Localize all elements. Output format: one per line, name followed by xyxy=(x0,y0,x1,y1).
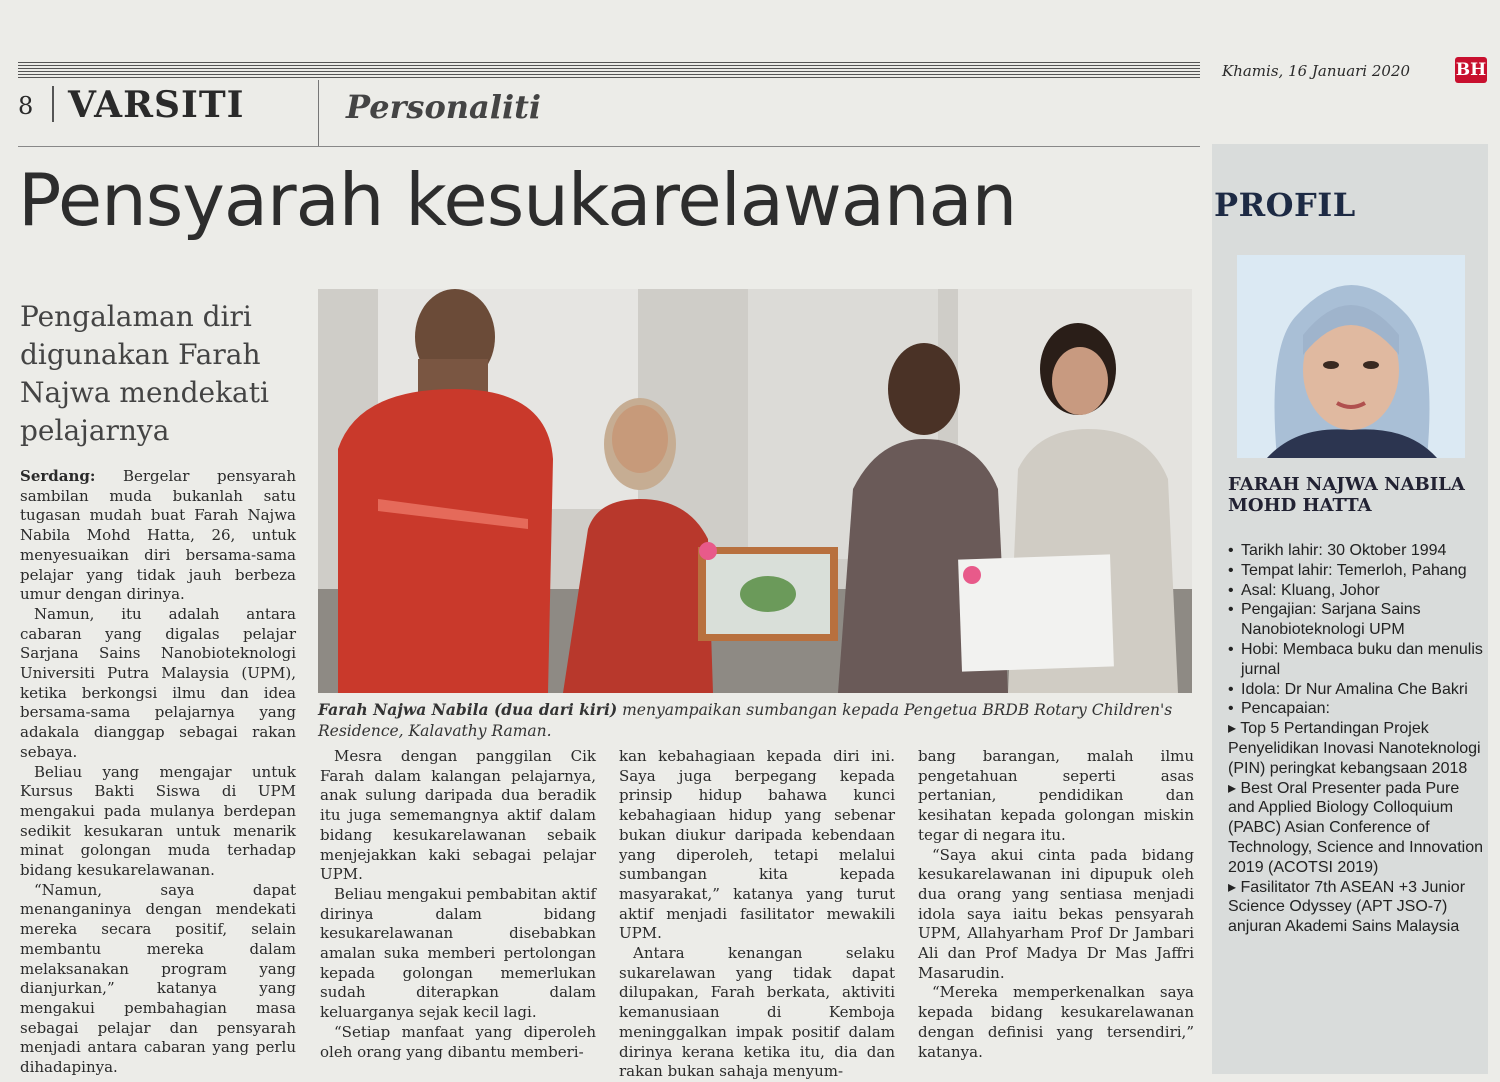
headline: Pensyarah kesukarelawanan xyxy=(18,158,1017,242)
divider xyxy=(52,86,54,122)
achievement-item: ▸ Fasilitator 7th ASEAN +3 Junior Science Odyssey (APT JSO-7) anjuran Akademi Sains Malaysia xyxy=(1228,878,1466,936)
paragraph: Beliau mengakui pembabitan aktif dirinya dalam bidang kesukarelawanan disebabkan amalan suka memberi pertolongan kepada golongan memerlukan sudah diterapkan dalam keluarganya sejak kecil lagi. xyxy=(320,884,596,1022)
paragraph-text: Bergelar pensyarah sambilan muda bukanlah satu tugasan mudah buat Farah Najwa Nabila Mohd Hatta, 26, untuk menyesuaikan diri bersama-sama pelajar yang tidak jauh berbeza umur dengan dirinya. xyxy=(20,467,296,604)
page-number: 8 xyxy=(18,92,34,120)
paragraph: “Mereka memperkenalkan saya kepada bidang kesukarelawanan dengan definisi yang tersendiri,” katanya. xyxy=(918,983,1194,1061)
achievement-item: ▸ Best Oral Presenter pada Pure and Applied Biology Colloquium (PABC) Asian Conference of Technology, Science and Innovation 2019 (ACOTSI 2019) xyxy=(1228,779,1483,876)
profile-item: • Tempat lahir: Temerloh, Pahang xyxy=(1228,561,1488,581)
photo-illustration xyxy=(318,289,1192,693)
masthead-rule xyxy=(18,62,1200,78)
paragraph: Beliau yang mengajar untuk Kursus Bakti Siswa di UPM mengakui pada mulanya berdepan sedikit kesukaran untuk menarik minat golongan muda terhadap bidang kesukarelawanan. xyxy=(20,762,296,880)
profile-item: • Hobi: Membaca buku dan menulis jurnal xyxy=(1228,640,1488,680)
profile-name: FARAH NAJWA NABILA MOHD HATTA xyxy=(1228,474,1465,516)
divider xyxy=(18,146,1200,147)
paragraph: Mesra dengan panggilan Cik Farah dalam kalangan pelajarnya, anak sulung daripada dua beradik itu juga sememangnya aktif dalam bidang kesukarelawanan sebaik menjejakkan kaki sebagai pelajar UPM. xyxy=(320,747,596,884)
profile-item: • Pengajian: Sarjana Sains Nanobioteknologi UPM xyxy=(1228,600,1488,640)
dateline: Serdang: xyxy=(20,467,96,485)
paragraph: Namun, itu adalah antara cabaran yang digalas pelajar Sarjana Sains Nanobioteknologi Universiti Putra Malaysia (UPM), ketika berkongsi ilmu dan idea bersama-sama pelajarnya yang adakala dianggap sebagai rakan sebaya. xyxy=(20,604,296,761)
portrait-illustration xyxy=(1237,255,1465,458)
profile-list xyxy=(1228,541,1488,937)
issue-date: Khamis, 16 Januari 2020 xyxy=(1222,62,1411,80)
profile-item: • Asal: Kluang, Johor xyxy=(1228,581,1488,601)
photo-caption xyxy=(318,699,1192,742)
profile-item: • Idola: Dr Nur Amalina Che Bakri xyxy=(1228,680,1488,700)
paragraph: bang barangan, malah ilmu pengetahuan seperti asas pertanian, pendidikan dan kesihatan kepada golongan miskin tegar di negara itu. xyxy=(918,747,1194,844)
paragraph: kan kebahagiaan kepada diri ini. Saya juga berpegang kepada prinsip hidup bahawa kunci kebahagiaan hidup yang sebenar bukan diukur daripada kebendaan yang diperoleh, tetapi melalui sumbangan kita kepada masyarakat,” katanya yang turut aktif menjadi fasilitator mewakili UPM. xyxy=(619,747,895,943)
profile-item: • Pencapaian: xyxy=(1228,699,1488,719)
article-photo xyxy=(318,289,1192,693)
subsection-name: Personaliti xyxy=(346,88,542,126)
profile-item: • Tarikh lahir: 30 Oktober 1994 xyxy=(1228,541,1488,561)
deck: Pengalaman diri digunakan Farah Najwa mendekati pelajarnya xyxy=(20,300,269,447)
caption-lead: Farah Najwa Nabila (dua dari kiri) xyxy=(318,700,618,719)
paragraph: “Setiap manfaat yang diperoleh oleh orang yang dibantu memberi- xyxy=(320,1022,596,1061)
publication-logo: BH xyxy=(1455,57,1487,83)
body-column-3 xyxy=(619,747,895,1082)
section-name: VARSITI xyxy=(68,84,245,126)
profile-title: PROFIL xyxy=(1214,186,1356,224)
body-column-1 xyxy=(20,467,296,1078)
paragraph xyxy=(20,467,296,605)
body-column-4 xyxy=(918,747,1194,1062)
paragraph: Antara kenangan selaku sukarelawan yang tidak dapat dilupakan, Farah berkata, aktiviti kemanusiaan di Kemboja meninggalkan impak positif dalam dirinya kerana ketika itu, dia dan rakan bukan sahaja menyum- xyxy=(619,944,895,1081)
body-column-2 xyxy=(320,747,596,1062)
profile-portrait xyxy=(1237,255,1465,458)
divider xyxy=(318,80,319,146)
paragraph: “Namun, saya dapat menanganinya dengan mendekati mereka secara positif, selain membantu mereka dalam melaksanakan program yang dianjurkan,” katanya yang mengakui pembahagian masa sebagai pelajar dan pensyarah menjadi antara cabaran yang perlu dihadapinya. xyxy=(20,880,296,1077)
caption-text: menyampaikan sumbangan kepada Pengetua BRDB Rotary Children's Residence, Kalavathy Raman. xyxy=(318,701,1173,740)
achievement-item: ▸ Top 5 Pertandingan Projek Penyelidikan Inovasi Nanoteknologi (PIN) peringkat kebangsaan 2018 xyxy=(1228,720,1481,777)
paragraph: “Saya akui cinta pada bidang kesukarelawanan ini dipupuk oleh dua orang yang sentiasa menjadi idola saya iaitu bekas pensyarah UPM, Allahyarham Prof Dr Jambari Ali dan Prof Madya Dr Mas Jaffri Masarudin. xyxy=(918,845,1194,982)
